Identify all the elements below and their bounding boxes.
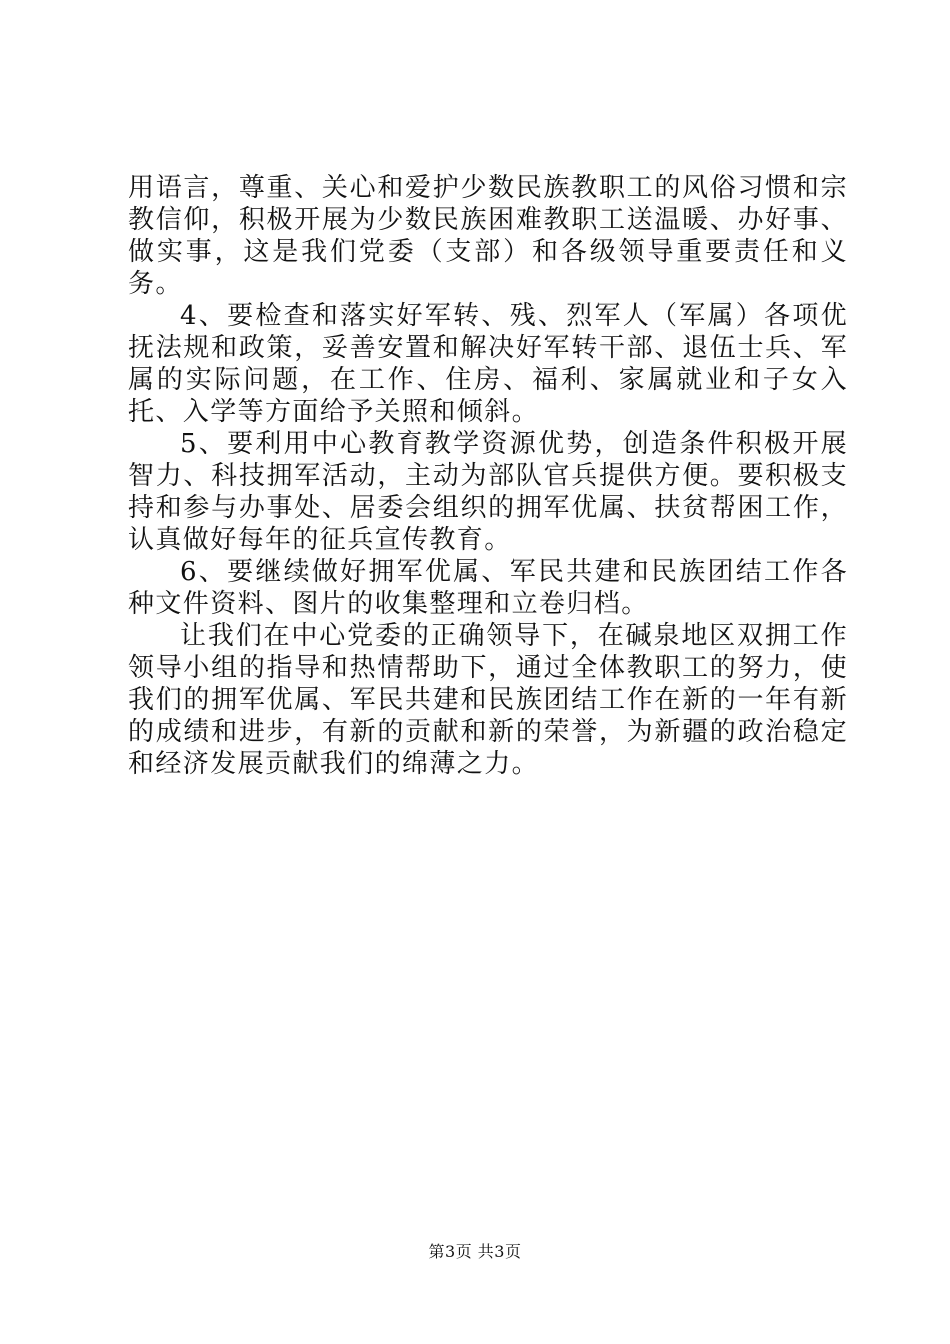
document-body: [128, 172, 848, 780]
paragraph-item-4: 4、要检查和落实好军转、残、烈军人（军属）各项优抚法规和政策，妥善安置和解决好军转干部、退伍士兵、军属的实际问题，在工作、住房、福利、家属就业和子女入托、入学等方面给予关照和倾斜。: [128, 301, 848, 427]
paragraph-item-6: 6、要继续做好拥军优属、军民共建和民族团结工作各种文件资料、图片的收集整理和立卷归档。: [128, 557, 848, 619]
page-footer: 第3页 共3页: [428, 1242, 522, 1261]
paragraph-item-5: 5、要利用中心教育教学资源优势，创造条件积极开展智力、科技拥军活动，主动为部队官兵提供方便。要积极支持和参与办事处、居委会组织的拥军优属、扶贫帮困工作，认真做好每年的征兵宣传教育。: [128, 429, 848, 555]
paragraph-continuation: 用语言，尊重、关心和爱护少数民族教职工的风俗习惯和宗教信仰，积极开展为少数民族困难教职工送温暖、办好事、做实事，这是我们党委（支部）和各级领导重要责任和义务。: [128, 173, 848, 299]
paragraph-closing: 让我们在中心党委的正确领导下，在碱泉地区双拥工作领导小组的指导和热情帮助下，通过全体教职工的努力，使我们的拥军优属、军民共建和民族团结工作在新的一年有新的成绩和进步，有新的贡献和新的荣誉，为新疆的政治稳定和经济发展贡献我们的绵薄之力。: [128, 621, 848, 779]
